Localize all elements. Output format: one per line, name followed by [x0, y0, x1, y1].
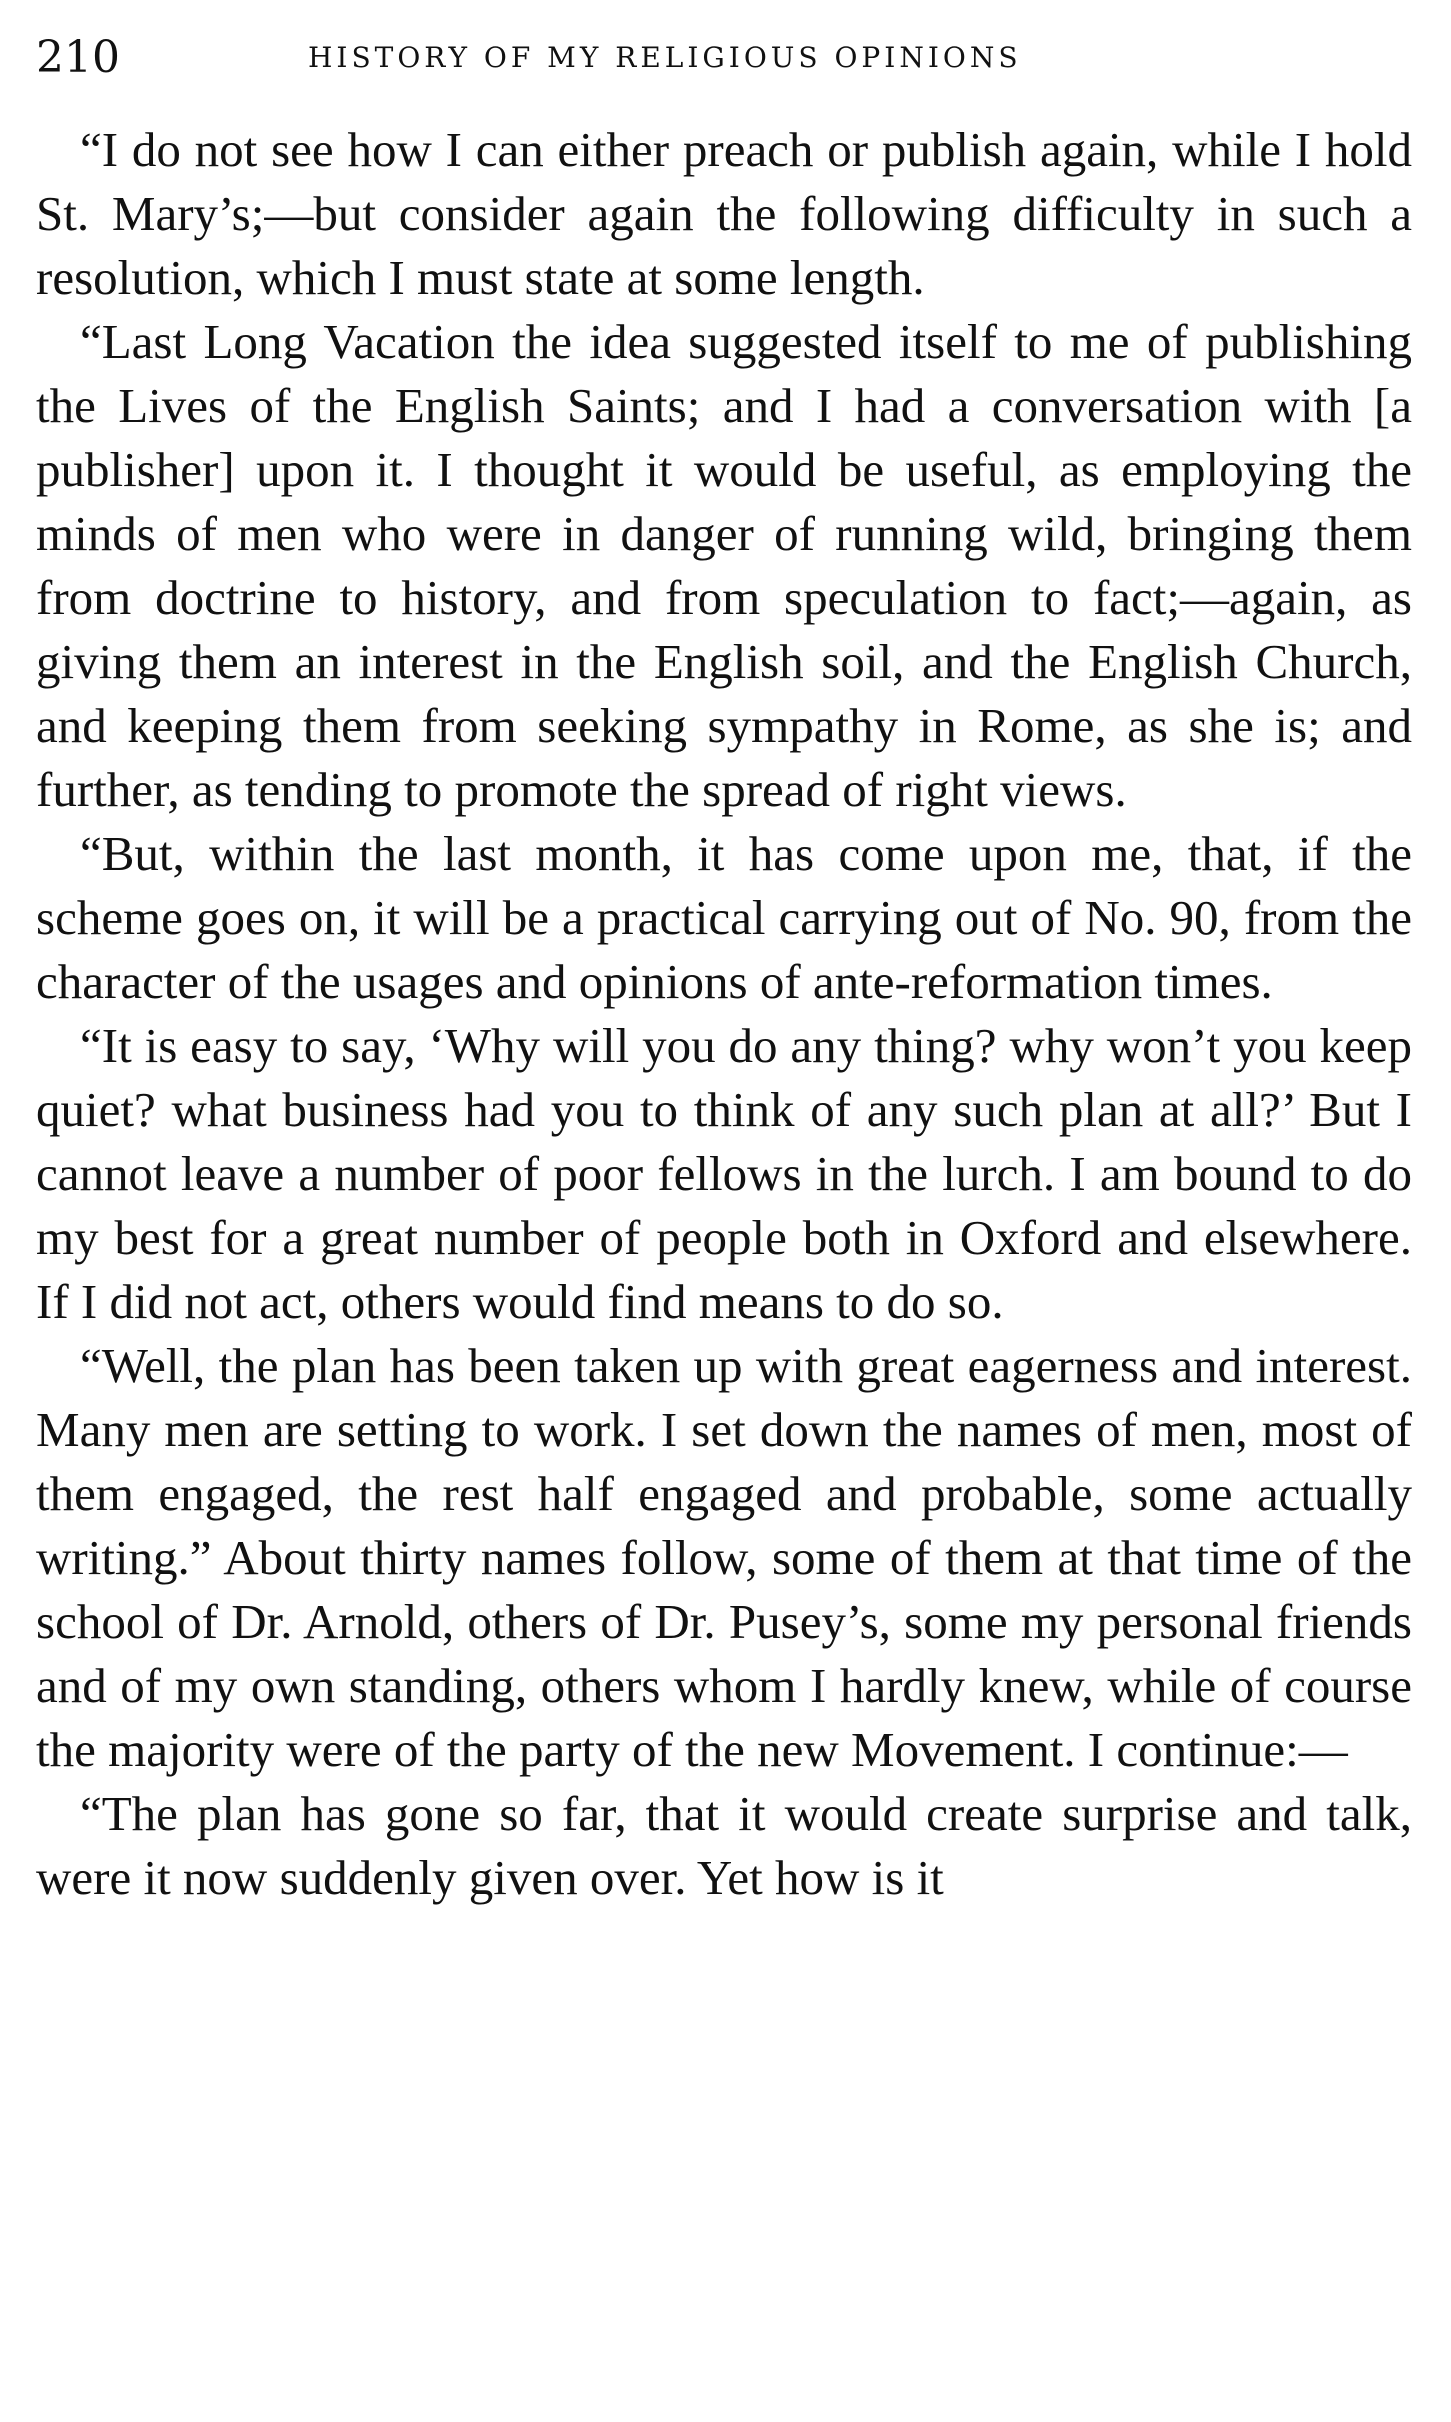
paragraph: “It is easy to say, ‘Why will you do any thing? why won’t you keep quiet? what business had you to think of any such plan at all?’ But I cannot leave a number of poor fellows in the lurch. I am bound to do my best for a great number of people both in Oxford and elsewhere. If I did not act, others would find means to do so.: [36, 1018, 1412, 1329]
paragraph: “The plan has gone so far, that it would create surprise and talk, were it now suddenly given over. Yet how is it: [36, 1786, 1412, 1905]
page-number: 210: [36, 32, 120, 83]
running-head: HISTORY OF MY RELIGIOUS OPINIONS: [308, 41, 1022, 74]
paragraph: “But, within the last month, it has come upon me, that, if the scheme goes on, it will be a practical carrying out of No. 90, from the character of the usages and opinions of ante-reformation times.: [36, 826, 1412, 1009]
page-header: [36, 28, 1412, 88]
body-text: [36, 118, 1412, 1910]
paragraph: “Last Long Vacation the idea suggested itself to me of publishing the Lives of the English Saints; and I had a conversation with [a publisher] upon it. I thought it would be useful, as employing the minds of men who were in danger of running wild, bringing them from doctrine to history, and from speculation to fact;—again, as giving them an interest in the English soil, and the English Church, and keeping them from seeking sympathy in Rome, as she is; and further, as tending to promote the spread of right views.: [36, 314, 1412, 817]
paragraph: “Well, the plan has been taken up with great eagerness and interest. Many men are setting to work. I set down the names of men, most of them engaged, the rest half engaged and probable, some actually writing.” About thirty names follow, some of them at that time of the school of Dr. Arnold, others of Dr. Pusey’s, some my personal friends and of my own standing, others whom I hardly knew, while of course the majority were of the party of the new Movement. I continue:—: [36, 1338, 1412, 1777]
paragraph: “I do not see how I can either preach or publish again, while I hold St. Mary’s;—but consider again the following difficulty in such a resolution, which I must state at some length.: [36, 122, 1412, 305]
